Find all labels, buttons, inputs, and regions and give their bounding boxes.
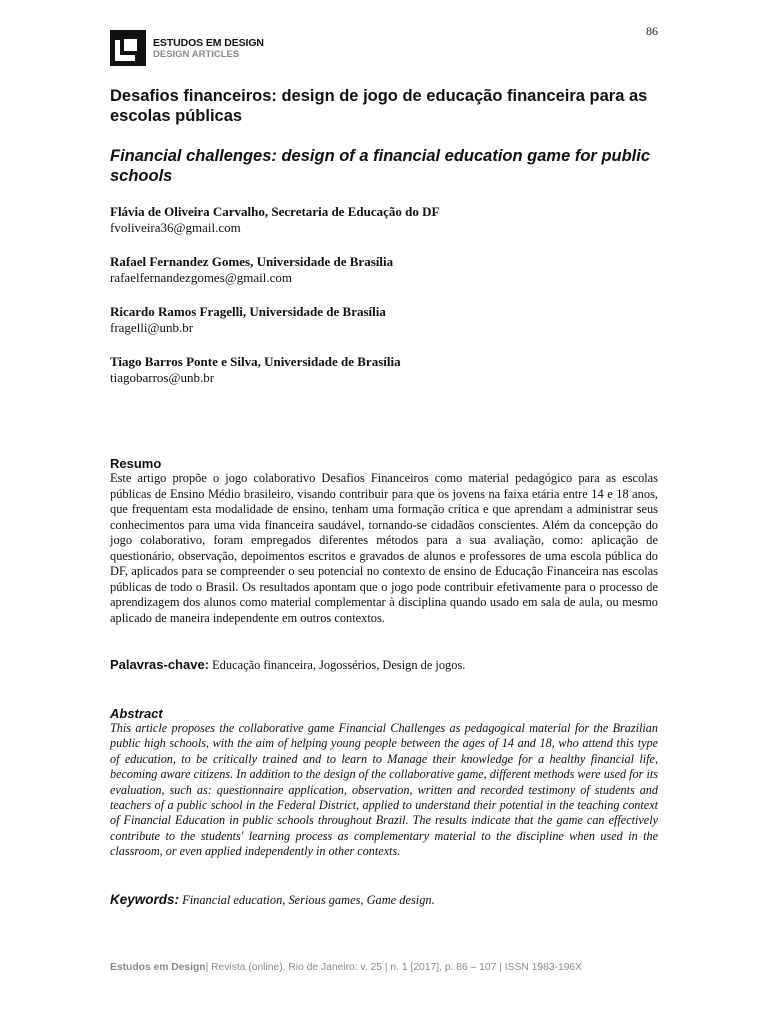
author-entry [110,204,658,236]
journal-name: ESTUDOS EM DESIGN [153,37,264,49]
article-title-portuguese: Desafios financeiros: design de jogo de educação financeira para as escolas públicas [110,87,648,125]
palavras-chave-value: Educação financeira, Jogossérios, Design de jogos. [209,658,466,672]
article-title-english: Financial challenges: design of a financial education game for public schools [110,147,651,185]
author-name: Tiago Barros Ponte e Silva, Universidade de Brasília [110,354,401,369]
abstract-text: This article proposes the collaborative game Financial Challenges as pedagogical material for the Brazilian public high schools, with the aim of helping young people between the ages of 14 and 18, who attend this type of education, to be critically trained and to learn to Manage their knowledge for a healthy financial life, becoming aware citizens. In addition to the design of the collaborative game, different methods were used for its evaluation, such as: questionnaire application, observation, written and recorded testimony of students and teachers of a public school in the Federal District, applied to understand their potential in the teaching context of Financial Education in public schools throughout Brazil. The results indicate that the game can effectively contribute to the students' learning process as complementary material to the discipline when used in the classroom, or even applied independently in other contexts. [110,721,658,859]
palavras-chave [110,657,658,673]
journal-section: DESIGN ARTICLES [153,49,240,60]
palavras-chave-label: Palavras-chave: [110,657,210,672]
author-list [110,204,658,404]
author-name: Ricardo Ramos Fragelli, Universidade de Brasília [110,304,386,319]
author-entry [110,304,658,336]
footer-citation: | Revista (online). Rio de Janeiro: v. 25 | n. 1 [2017], p. 86 – 107 | ISSN 1983-196X [205,962,583,973]
author-name: Flávia de Oliveira Carvalho, Secretaria de Educação do DF [110,204,440,219]
page-number: 86 [646,24,658,38]
keywords-label: Keywords: [110,892,180,907]
footer-journal: Estudos em Design [110,962,206,973]
author-email: fvoliveira36@gmail.com [110,220,241,235]
author-entry [110,254,658,286]
keywords [110,891,658,909]
journal-logo-icon [110,30,146,66]
journal-logo [110,30,264,66]
page-footer [110,962,670,973]
author-email: tiagobarros@unb.br [110,370,215,385]
author-email: rafaelfernandezgomes@gmail.com [110,270,292,285]
author-entry [110,354,658,386]
resumo-text: Este artigo propõe o jogo colaborativo Desafios Financeiros como material pedagógico para as escolas públicas de Ensino Médio brasileiro, visando contribuir para que os jovens na faixa etária entre 14 e 18 anos, que frequentam esta modalidade de ensino, tenham uma formação crítica e que aprendam a administrar seus conhecimentos para uma vida financeira saudável, tornando-se cidadãos conscientes. Além da concepção do jogo colaborativo, foram empregados diferentes métodos para a sua avaliação, como: aplicação de questionário, observação, depoimentos escritos e gravados de alunos e professores de uma escola pública do DF, aplicados para se compreender o seu potencial no contexto de ensino de Educação Financeira nas escolas públicas de todo o Brasil. Os resultados apontam que o jogo pode contribuir efetivamente para o processo de aprendizagem dos alunos como material complementar à disciplina quando usado em sala de aula, ou mesmo aplicado de maneira independente em outros contextos. [110,471,658,625]
author-name: Rafael Fernandez Gomes, Universidade de Brasília [110,254,394,269]
resumo-heading: Resumo [110,456,162,471]
keywords-value: Financial education, Serious games, Game design. [179,893,435,907]
author-email: fragelli@unb.br [110,320,194,335]
abstract-heading: Abstract [110,706,163,721]
